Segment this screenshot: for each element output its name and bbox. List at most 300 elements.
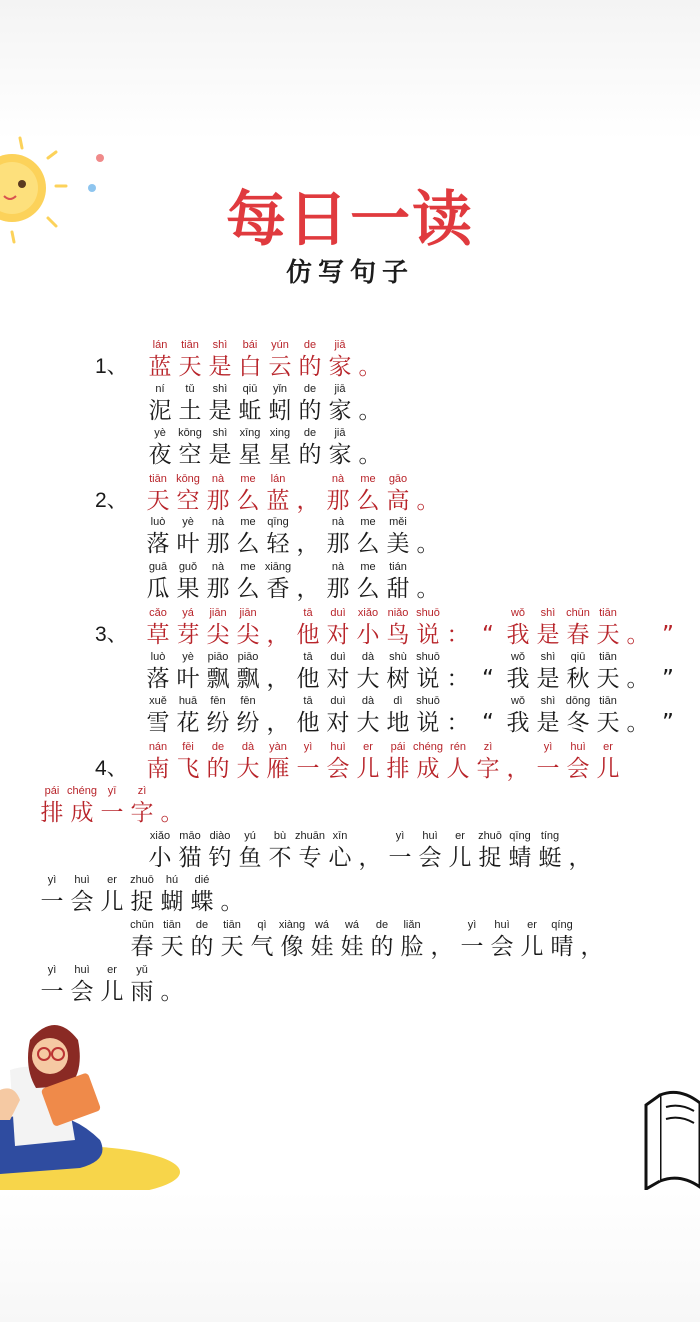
pinyin: yè [182, 651, 194, 663]
hanzi: ， [266, 710, 290, 736]
ruby-char [143, 740, 173, 784]
ruby-char [175, 426, 205, 470]
ruby-char [203, 650, 233, 694]
pinyin: dà [241, 741, 255, 753]
ruby-char [353, 740, 383, 784]
ruby-char [413, 515, 443, 559]
hanzi: 不 [268, 845, 292, 871]
ruby-char [503, 694, 533, 738]
pinyin: me [360, 561, 376, 573]
ruby-char [157, 873, 187, 917]
pinyin: de [303, 427, 317, 439]
pinyin: xiāng [264, 561, 292, 573]
pinyin: qiū [570, 651, 586, 663]
ruby-char [577, 918, 607, 962]
hanzi: 像 [280, 934, 304, 960]
pinyin: tiān [599, 651, 617, 663]
ruby-char [383, 515, 413, 559]
pinyin: er [603, 741, 613, 753]
ruby-char [205, 338, 235, 382]
ruby-char [217, 918, 247, 962]
sentence-line [143, 650, 683, 694]
ruby-char [593, 740, 623, 784]
ruby-char [145, 338, 175, 382]
hanzi: 落 [146, 666, 170, 692]
ruby-char [263, 515, 293, 559]
ruby-char [535, 829, 565, 873]
hanzi: 么 [356, 576, 380, 602]
pinyin: nán [148, 741, 168, 753]
hanzi: 他 [296, 710, 320, 736]
ruby-char [503, 606, 533, 650]
hanzi: 果 [176, 576, 200, 602]
ruby-char [323, 650, 353, 694]
hanzi: 冬 [566, 710, 590, 736]
pinyin: er [107, 964, 117, 976]
sentence-line [143, 694, 683, 738]
ruby-char [325, 338, 355, 382]
hanzi: 。 [358, 354, 382, 380]
hanzi: 土 [178, 398, 202, 424]
hanzi: 么 [236, 576, 260, 602]
ruby-char [293, 740, 323, 784]
pinyin: qíng [551, 919, 573, 931]
ruby-char [323, 515, 353, 559]
ruby-char [37, 784, 67, 828]
pinyin: lán [270, 473, 286, 485]
hanzi: 云 [268, 354, 292, 380]
pinyin: qì [257, 919, 267, 931]
pinyin: yī [107, 785, 117, 797]
ruby-char [203, 472, 233, 516]
hanzi: ， [296, 488, 320, 514]
pinyin: luò [150, 516, 166, 528]
pinyin: de [375, 919, 389, 931]
hanzi: 。 [160, 800, 184, 826]
hanzi: 。 [626, 666, 650, 692]
ruby-char [173, 650, 203, 694]
ruby-char [413, 472, 443, 516]
pinyin: cǎo [149, 607, 167, 619]
pinyin: jiān [239, 607, 257, 619]
hanzi: 草 [146, 622, 170, 648]
hanzi: ， [358, 845, 382, 871]
hanzi: 会 [70, 889, 94, 915]
ruby-char [175, 829, 205, 873]
ruby-char [233, 694, 263, 738]
hanzi: 一 [40, 979, 64, 1005]
ruby-char [307, 918, 337, 962]
pinyin: chūn [130, 919, 154, 931]
ruby-char [397, 918, 427, 962]
hanzi: 排 [386, 756, 410, 782]
hanzi: 儿 [100, 889, 124, 915]
pinyin: nà [331, 561, 345, 573]
ruby-char [593, 650, 623, 694]
hanzi: 他 [296, 666, 320, 692]
pinyin: chéng [67, 785, 97, 797]
ruby-char [143, 694, 173, 738]
ruby-char [233, 560, 263, 604]
hanzi: 的 [298, 354, 322, 380]
ruby-char [653, 694, 683, 738]
ruby-char [263, 650, 293, 694]
hanzi: 的 [370, 934, 394, 960]
ruby-char [413, 560, 443, 604]
sentence-line [37, 784, 187, 828]
hanzi: 树 [386, 666, 410, 692]
pinyin: xuě [149, 695, 167, 707]
ruby-char [263, 606, 293, 650]
hanzi: 是 [536, 666, 560, 692]
pinyin: shì [212, 383, 228, 395]
pinyin: liǎn [403, 919, 421, 931]
pinyin: shì [212, 427, 228, 439]
ruby-char [175, 338, 205, 382]
ruby-char [157, 784, 187, 828]
hanzi: 字 [130, 800, 154, 826]
ruby-char [443, 740, 473, 784]
hanzi: ” [662, 710, 674, 736]
hanzi: 气 [250, 934, 274, 960]
pinyin: qīng [509, 830, 531, 842]
pinyin: yì [303, 741, 313, 753]
pinyin: guā [148, 561, 168, 573]
hanzi: 么 [236, 488, 260, 514]
reading-girl-icon [0, 1000, 180, 1190]
pinyin: duì [330, 651, 346, 663]
ruby-char [505, 829, 535, 873]
pinyin: de [195, 919, 209, 931]
hanzi: 对 [326, 666, 350, 692]
hanzi: ： [446, 666, 470, 692]
ruby-char [203, 694, 233, 738]
hanzi: 天 [596, 710, 620, 736]
ruby-char [593, 606, 623, 650]
hanzi: 那 [326, 576, 350, 602]
ruby-char [97, 784, 127, 828]
sentence-line [143, 560, 443, 604]
hanzi: 。 [626, 622, 650, 648]
hanzi: “ [482, 666, 494, 692]
ruby-char [157, 918, 187, 962]
hanzi: 那 [206, 531, 230, 557]
hanzi: 一 [296, 756, 320, 782]
pinyin: yún [271, 339, 289, 351]
ruby-char [143, 650, 173, 694]
pinyin: hú [165, 874, 179, 886]
pinyin: yàn [269, 741, 287, 753]
ruby-char [205, 829, 235, 873]
pinyin: pái [390, 741, 406, 753]
ruby-char [323, 560, 353, 604]
ruby-char [383, 560, 413, 604]
ruby-char [127, 873, 157, 917]
ruby-char [323, 740, 353, 784]
ruby-char [263, 740, 293, 784]
hanzi: 儿 [596, 756, 620, 782]
hanzi: 猫 [178, 845, 202, 871]
ruby-char [175, 382, 205, 426]
hanzi: ， [580, 934, 604, 960]
hanzi: 夜 [148, 442, 172, 468]
hanzi: 专 [298, 845, 322, 871]
hanzi: 的 [298, 398, 322, 424]
hanzi: 大 [356, 710, 380, 736]
pinyin: xing [269, 427, 291, 439]
ruby-char [67, 784, 97, 828]
hanzi: 。 [358, 442, 382, 468]
hanzi: 家 [328, 354, 352, 380]
ruby-char [233, 606, 263, 650]
ruby-char [145, 829, 175, 873]
pinyin: nà [331, 516, 345, 528]
ruby-char [367, 918, 397, 962]
hanzi: 天 [146, 488, 170, 514]
ruby-char [533, 740, 563, 784]
hanzi: ： [446, 622, 470, 648]
pinyin: niǎo [387, 607, 409, 619]
pinyin: guǒ [178, 561, 198, 573]
pinyin: wǒ [510, 607, 526, 619]
ruby-char [293, 650, 323, 694]
ruby-char [623, 650, 653, 694]
item-number: 1、 [95, 355, 128, 378]
hanzi: 说 [416, 622, 440, 648]
pinyin: kōng [178, 427, 202, 439]
ruby-char [353, 560, 383, 604]
hanzi: ” [662, 622, 674, 648]
ruby-char [173, 472, 203, 516]
ruby-char [385, 829, 415, 873]
hanzi: ： [446, 710, 470, 736]
ruby-char [293, 515, 323, 559]
hanzi: ， [296, 531, 320, 557]
hanzi: 会 [418, 845, 442, 871]
ruby-char [217, 873, 247, 917]
pinyin: fēn [210, 695, 226, 707]
hanzi: 是 [208, 398, 232, 424]
hanzi: 家 [328, 398, 352, 424]
ruby-char [205, 426, 235, 470]
hanzi: 儿 [356, 756, 380, 782]
ruby-char [353, 472, 383, 516]
ruby-char [337, 918, 367, 962]
ruby-char [233, 515, 263, 559]
hanzi: 。 [160, 979, 184, 1005]
pinyin: huì [74, 964, 90, 976]
hanzi: 飘 [236, 666, 260, 692]
pinyin: de [303, 383, 317, 395]
hanzi: 瓜 [146, 576, 170, 602]
pinyin: wá [314, 919, 330, 931]
pinyin: piāo [207, 651, 229, 663]
hanzi: 么 [356, 488, 380, 514]
hanzi: 轻 [266, 531, 290, 557]
hanzi: 蚯 [238, 398, 262, 424]
hanzi: 儿 [520, 934, 544, 960]
hanzi: 人 [446, 756, 470, 782]
ruby-char [203, 560, 233, 604]
ruby-char [323, 606, 353, 650]
hanzi: 地 [386, 710, 410, 736]
ruby-char [323, 472, 353, 516]
ruby-char [293, 606, 323, 650]
hanzi: 心 [328, 845, 352, 871]
pinyin: piāo [237, 651, 259, 663]
hanzi: 天 [160, 934, 184, 960]
ruby-char [127, 784, 157, 828]
ruby-char [653, 650, 683, 694]
pinyin: xiǎo [357, 607, 379, 619]
ruby-char [127, 918, 157, 962]
hanzi: 鱼 [238, 845, 262, 871]
hanzi: 的 [206, 756, 230, 782]
hanzi: 蝶 [190, 889, 214, 915]
pinyin: me [240, 516, 256, 528]
pinyin: zhuō [130, 874, 154, 886]
hanzi: 会 [326, 756, 350, 782]
hanzi: 捉 [130, 889, 154, 915]
hanzi: 那 [326, 488, 350, 514]
hanzi: 会 [70, 979, 94, 1005]
hanzi: 美 [386, 531, 410, 557]
ruby-char [325, 829, 355, 873]
hanzi: 南 [146, 756, 170, 782]
ruby-char [295, 829, 325, 873]
ruby-char [263, 472, 293, 516]
ruby-char [143, 515, 173, 559]
ruby-char [427, 918, 457, 962]
pinyin: er [455, 830, 465, 842]
ruby-char [623, 606, 653, 650]
hanzi: 。 [416, 488, 440, 514]
ruby-char [473, 606, 503, 650]
ruby-char [533, 694, 563, 738]
ruby-char [415, 829, 445, 873]
hanzi: 家 [328, 442, 352, 468]
hanzi: 那 [206, 488, 230, 514]
item-number: 4、 [95, 757, 128, 780]
pinyin: shì [540, 695, 556, 707]
ruby-char [187, 918, 217, 962]
pinyin: luò [150, 651, 166, 663]
hanzi: 字 [476, 756, 500, 782]
ruby-char [265, 426, 295, 470]
hanzi: 天 [596, 622, 620, 648]
hanzi: ， [266, 666, 290, 692]
hanzi: 那 [326, 531, 350, 557]
pinyin: xiàng [278, 919, 306, 931]
pinyin: de [211, 741, 225, 753]
hanzi: 花 [176, 710, 200, 736]
ruby-char [173, 606, 203, 650]
ruby-char [295, 382, 325, 426]
hanzi: 排 [40, 800, 64, 826]
hanzi: 小 [356, 622, 380, 648]
pinyin: xīng [239, 427, 261, 439]
pinyin: nà [211, 516, 225, 528]
pinyin: dōng [565, 695, 591, 707]
pinyin: xīn [332, 830, 348, 842]
hanzi: ， [296, 576, 320, 602]
ruby-char [443, 606, 473, 650]
sentence-line [145, 338, 385, 382]
ruby-char [383, 740, 413, 784]
hanzi: 。 [358, 398, 382, 424]
ruby-char [503, 650, 533, 694]
ruby-char [67, 873, 97, 917]
hanzi: 。 [220, 889, 244, 915]
ruby-char [293, 472, 323, 516]
ruby-char [533, 606, 563, 650]
hanzi: 一 [40, 889, 64, 915]
hanzi: 对 [326, 622, 350, 648]
hanzi: 儿 [448, 845, 472, 871]
ruby-char [443, 694, 473, 738]
pinyin: chéng [413, 741, 443, 753]
pinyin: wǒ [510, 695, 526, 707]
pinyin: bái [242, 339, 258, 351]
hanzi: 钓 [208, 845, 232, 871]
pinyin: chūn [566, 607, 590, 619]
hanzi: 飘 [206, 666, 230, 692]
hanzi: 香 [266, 576, 290, 602]
page-title: 每日一读 [226, 185, 474, 255]
pinyin: er [363, 741, 373, 753]
ruby-char [323, 694, 353, 738]
hanzi: 雨 [130, 979, 154, 1005]
pinyin: xiǎo [149, 830, 171, 842]
sentence-line [143, 515, 443, 559]
ruby-char [563, 740, 593, 784]
ruby-char [563, 606, 593, 650]
pinyin: yì [395, 830, 405, 842]
pinyin: māo [179, 830, 201, 842]
pinyin: shù [389, 651, 407, 663]
hanzi: 蜓 [538, 845, 562, 871]
ruby-char [97, 873, 127, 917]
ruby-char [563, 694, 593, 738]
ruby-char [235, 426, 265, 470]
hanzi: 蓝 [266, 488, 290, 514]
pinyin: dié [194, 874, 210, 886]
ruby-char [473, 694, 503, 738]
pinyin: zì [483, 741, 493, 753]
ruby-char [383, 650, 413, 694]
hanzi: 天 [596, 666, 620, 692]
ruby-char [263, 694, 293, 738]
ruby-char [547, 918, 577, 962]
hanzi: “ [482, 710, 494, 736]
pinyin: yì [467, 919, 477, 931]
ruby-char [233, 472, 263, 516]
ruby-char [233, 740, 263, 784]
page-subtitle: 仿写句子 [285, 258, 414, 288]
sentence-line [143, 606, 683, 650]
hanzi: 纷 [236, 710, 260, 736]
hanzi: 晴 [550, 934, 574, 960]
ruby-char [295, 338, 325, 382]
ruby-char [265, 338, 295, 382]
pinyin: kōng [176, 473, 200, 485]
ruby-char [205, 382, 235, 426]
hanzi: 春 [566, 622, 590, 648]
pinyin: duì [330, 607, 346, 619]
ruby-char [487, 918, 517, 962]
hanzi: 是 [536, 710, 560, 736]
hanzi: 一 [100, 800, 124, 826]
